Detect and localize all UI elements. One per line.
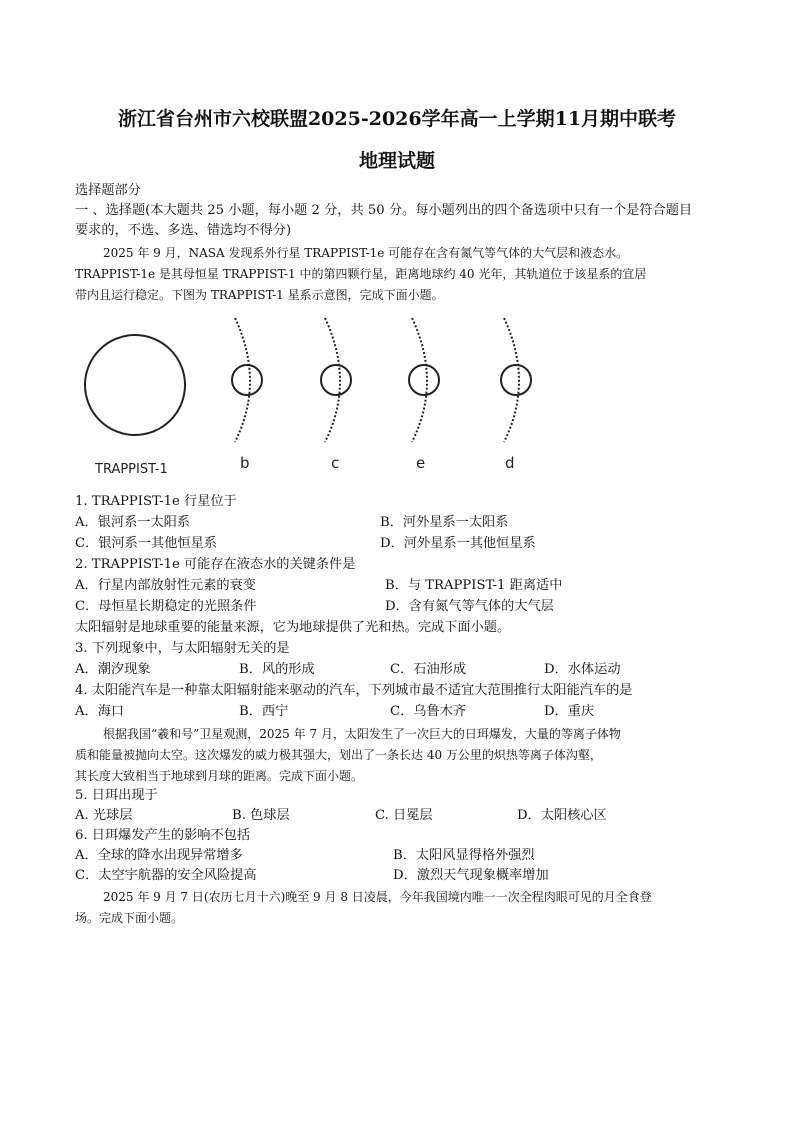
- q3-option-b[interactable]: B．风的形成: [239, 662, 315, 677]
- q3-stem: 3. 下列现象中，与太阳辐射无关的是: [75, 641, 290, 656]
- exam-title: 浙江省台州市六校联盟2025-2026学年高一上学期11月期中联考: [117, 108, 677, 130]
- q1-stem: 1. TRAPPIST-1e 行星位于: [75, 494, 237, 509]
- q6-option-d[interactable]: D．激烈天气现象概率增加: [393, 868, 549, 883]
- q2-option-b[interactable]: B．与 TRAPPIST-1 距离适中: [385, 578, 563, 593]
- planet-b: [232, 365, 262, 395]
- q2-stem: 2. TRAPPIST-1e 可能存在液态水的关键条件是: [75, 557, 356, 572]
- q1-option-c[interactable]: C．银河系一其他恒星系: [75, 536, 217, 551]
- planet-label-e: e: [416, 454, 426, 472]
- section-instruction-line-2: 要求的，不选、多选、错选均不得分): [75, 223, 292, 238]
- q1-option-b[interactable]: B．河外星系一太阳系: [380, 515, 509, 530]
- q2-option-d[interactable]: D．含有氮气等气体的大气层: [385, 599, 554, 614]
- orbit-b: [235, 318, 250, 442]
- passage4-line-1: 2025 年 9 月 7 日(农历七月十六)晚至 9 月 8 日凌晨，今年我国境内唯一一次全程肉眼可见的月全食登: [103, 890, 652, 904]
- section-instruction-line-1: 一 、选择题(本大题共 25 小题，每小题 2 分，共 50 分。每小题列出的四个备选项中只有一个是符合题目: [75, 203, 693, 218]
- q4-option-d[interactable]: D．重庆: [544, 704, 595, 719]
- orbit-d: [504, 318, 519, 442]
- passage1-line-2: TRAPPIST-1e 是其母恒星 TRAPPIST-1 中的第四颗行星，距离地球约 40 光年，其轨道位于该星系的宜居: [75, 267, 647, 281]
- q3-option-c[interactable]: C．石油形成: [390, 662, 467, 677]
- exam-subtitle: 地理试题: [358, 150, 435, 172]
- q3-option-a[interactable]: A．潮汐现象: [75, 662, 151, 677]
- passage1-line-3: 带内且运行稳定。下图为 TRAPPIST-1 星系示意图，完成下面小题。: [75, 288, 444, 302]
- q4-stem: 4. 太阳能汽车是一种靠太阳辐射能来驱动的汽车，下列城市最不适宜大范围推行太阳能汽车的是: [75, 683, 633, 698]
- planet-label-d: d: [505, 454, 515, 472]
- planet-label-b: b: [240, 454, 250, 472]
- q2-option-c[interactable]: C．母恒星长期稳定的光照条件: [75, 599, 257, 614]
- q5-option-d[interactable]: D．太阳核心区: [517, 808, 607, 823]
- q1-option-a[interactable]: A．银河系一太阳系: [75, 515, 191, 530]
- q5-stem: 5. 日珥出现于: [75, 788, 158, 803]
- q4-option-b[interactable]: B．西宁: [239, 704, 289, 719]
- passage1-line-1: 2025 年 9 月，NASA 发现系外行星 TRAPPIST-1e 可能存在含有氮气等气体的大气层和液态水。: [103, 246, 629, 260]
- orbit-e: [412, 318, 427, 442]
- planet-d: [501, 365, 531, 395]
- planet-c: [321, 365, 351, 395]
- q5-option-b[interactable]: B. 色球层: [232, 808, 290, 823]
- planet-e: [409, 365, 439, 395]
- orbit-c: [325, 318, 340, 442]
- trappist-star-circle: [85, 335, 185, 435]
- passage3-line-3: 其长度大致相当于地球到月球的距离。完成下面小题。: [75, 769, 364, 783]
- trappist-system-figure: [80, 312, 540, 482]
- q2-option-a[interactable]: A．行星内部放射性元素的衰变: [75, 578, 256, 593]
- q1-option-d[interactable]: D．河外星系一其他恒星系: [380, 536, 536, 551]
- q3-option-d[interactable]: D．水体运动: [544, 662, 621, 677]
- q4-option-c[interactable]: C．乌鲁木齐: [390, 704, 467, 719]
- q6-option-a[interactable]: A．全球的降水出现异常增多: [75, 848, 243, 863]
- passage3-line-1: 根据我国“羲和号”卫星观测，2025 年 7 月，太阳发生了一次巨大的日珥爆发，大量的等离子体物: [103, 727, 621, 741]
- q6-stem: 6. 日珥爆发产生的影响不包括: [75, 828, 251, 843]
- passage2: 太阳辐射是地球重要的能量来源，它为地球提供了光和热。完成下面小题。: [75, 620, 511, 635]
- section-label: 选择题部分: [75, 183, 141, 198]
- q5-option-a[interactable]: A. 光球层: [75, 808, 133, 823]
- passage3-line-2: 质和能量被抛向太空。这次爆发的威力极其强大，划出了一条长达 40 万公里的炽热等离子体沟壑，: [75, 748, 602, 762]
- q6-option-c[interactable]: C．太空宇航器的安全风险提高: [75, 868, 257, 883]
- trappist-star-label: TRAPPIST-1: [95, 462, 168, 477]
- passage4-line-2: 场。完成下面小题。: [75, 911, 184, 925]
- q5-option-c[interactable]: C. 日冕层: [375, 808, 433, 823]
- q4-option-a[interactable]: A．海口: [75, 704, 125, 719]
- planet-label-c: c: [331, 454, 340, 472]
- q6-option-b[interactable]: B．太阳风显得格外强烈: [393, 848, 535, 863]
